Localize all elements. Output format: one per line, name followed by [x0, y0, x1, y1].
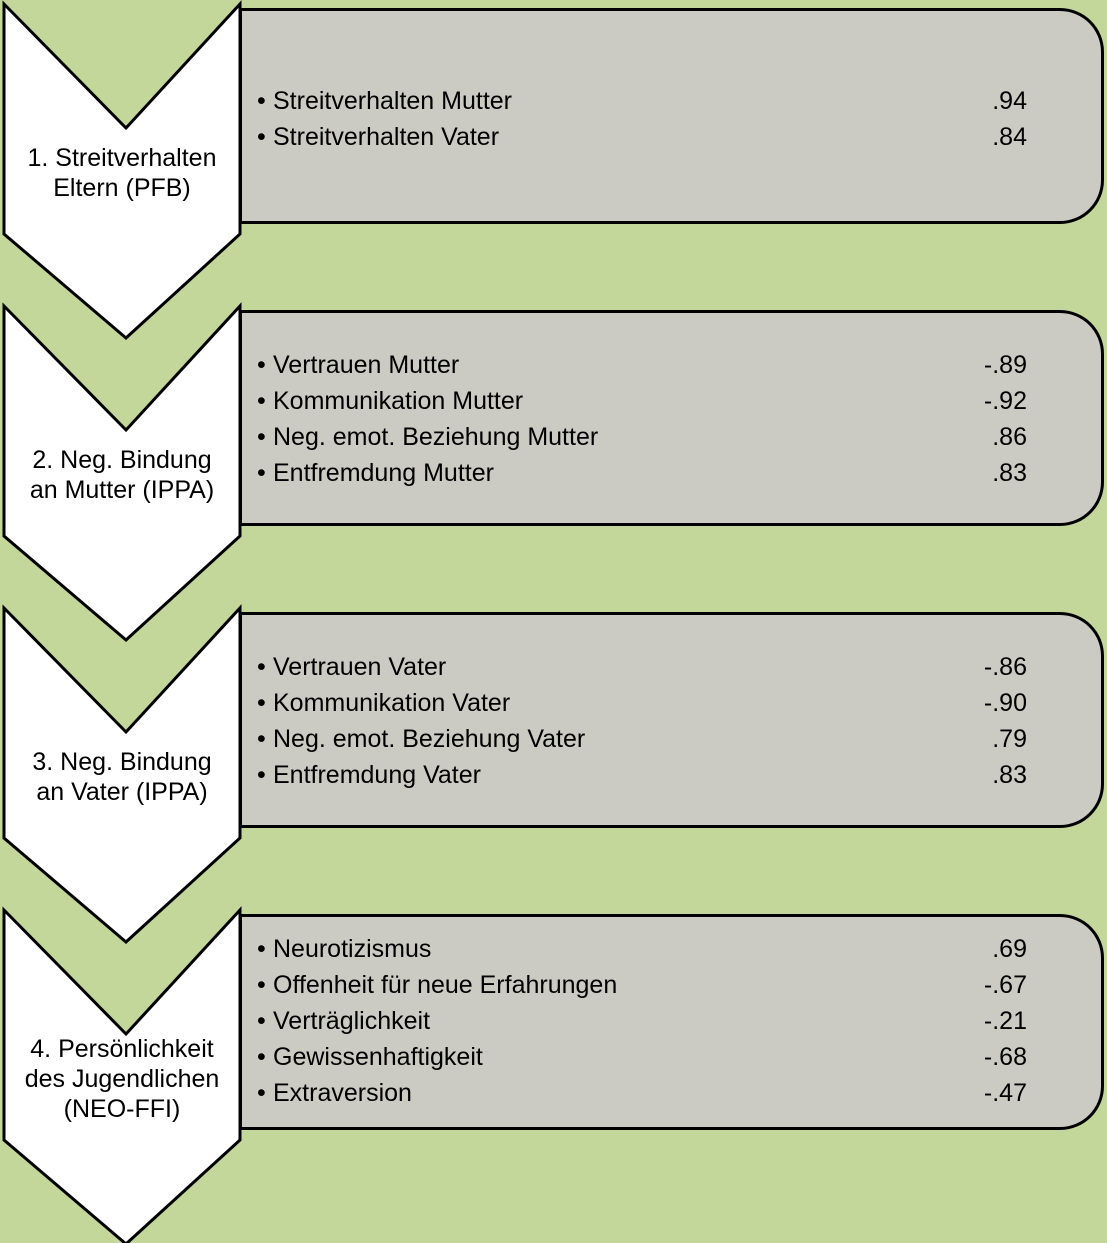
item-name: Vertrauen Mutter: [273, 351, 460, 379]
list-item: [257, 685, 1057, 721]
item-value: .69: [992, 935, 1027, 963]
bullet-icon: •: [257, 725, 266, 753]
list-item: [257, 383, 1057, 419]
stage-4-panel: [240, 914, 1104, 1130]
list-item: [257, 1075, 1057, 1111]
list-item: [257, 721, 1057, 757]
stage-4-label-line-2: des Jugendlichen: [24, 1065, 220, 1093]
bullet-icon: •: [257, 387, 266, 415]
bullet-icon: •: [257, 689, 266, 717]
item-name: Kommunikation Mutter: [273, 387, 524, 415]
stage-4-label-line-3: (NEO-FFI): [63, 1095, 181, 1123]
stage-2-panel: [240, 310, 1104, 526]
item-name: Kommunikation Vater: [273, 689, 511, 717]
list-item: [257, 757, 1057, 793]
item-value: .83: [992, 459, 1027, 487]
list-item: [257, 1039, 1057, 1075]
bullet-icon: •: [257, 123, 266, 151]
item-value: -.86: [983, 653, 1027, 681]
list-item: [257, 1003, 1057, 1039]
item-value: -.89: [983, 351, 1027, 379]
bullet-icon: •: [257, 423, 266, 451]
stage-4-label-line-1: 4. Persönlichkeit: [30, 1035, 214, 1063]
bullet-icon: •: [257, 1043, 266, 1071]
stage-2-label-line-1: 2. Neg. Bindung: [32, 446, 212, 474]
list-item: [257, 967, 1057, 1003]
item-value: -.90: [983, 689, 1027, 717]
item-value: .86: [992, 423, 1027, 451]
list-item: [257, 649, 1057, 685]
stage-2-label: [4, 445, 240, 505]
bullet-icon: •: [257, 1007, 266, 1035]
item-name: Streitverhalten Mutter: [273, 87, 512, 115]
item-name: Gewissenhaftigkeit: [273, 1043, 483, 1071]
list-item: [257, 419, 1057, 455]
list-item: [257, 83, 1057, 119]
item-name: Neg. emot. Beziehung Vater: [273, 725, 586, 753]
bullet-icon: •: [257, 971, 266, 999]
list-item: [257, 119, 1057, 155]
stage-1-label-line-2: Eltern (PFB): [53, 174, 191, 202]
bullet-icon: •: [257, 87, 266, 115]
list-item: [257, 931, 1057, 967]
list-item: [257, 347, 1057, 383]
item-name: Offenheit für neue Erfahrungen: [273, 971, 618, 999]
item-value: -.92: [983, 387, 1027, 415]
item-value: -.47: [983, 1079, 1027, 1107]
item-name: Extraversion: [273, 1079, 412, 1107]
item-value: -.21: [983, 1007, 1027, 1035]
stage-4-label: [4, 1034, 240, 1124]
stage-3-panel: [240, 612, 1104, 828]
item-name: Entfremdung Mutter: [273, 459, 494, 487]
stage-3-label: [4, 747, 240, 807]
item-name: Verträglichkeit: [273, 1007, 431, 1035]
item-value: .94: [992, 87, 1027, 115]
stage-3-label-line-2: an Vater (IPPA): [36, 778, 208, 806]
item-name: Vertrauen Vater: [273, 653, 447, 681]
item-name: Streitverhalten Vater: [273, 123, 500, 151]
stage-1-panel: [240, 8, 1104, 224]
stage-1-label-line-1: 1. Streitverhalten: [27, 144, 217, 172]
bullet-icon: •: [257, 459, 266, 487]
stage-3-label-line-1: 3. Neg. Bindung: [32, 748, 212, 776]
item-value: -.68: [983, 1043, 1027, 1071]
stage-2-label-line-2: an Mutter (IPPA): [29, 476, 215, 504]
bullet-icon: •: [257, 653, 266, 681]
item-value: .79: [992, 725, 1027, 753]
bullet-icon: •: [257, 351, 266, 379]
item-value: .84: [992, 123, 1027, 151]
list-item: [257, 455, 1057, 491]
stage-1-label: [4, 143, 240, 203]
item-value: .83: [992, 761, 1027, 789]
bullet-icon: •: [257, 935, 266, 963]
item-name: Entfremdung Vater: [273, 761, 481, 789]
item-value: -.67: [983, 971, 1027, 999]
bullet-icon: •: [257, 761, 266, 789]
item-name: Neg. emot. Beziehung Mutter: [273, 423, 599, 451]
bullet-icon: •: [257, 1079, 266, 1107]
item-name: Neurotizismus: [273, 935, 432, 963]
